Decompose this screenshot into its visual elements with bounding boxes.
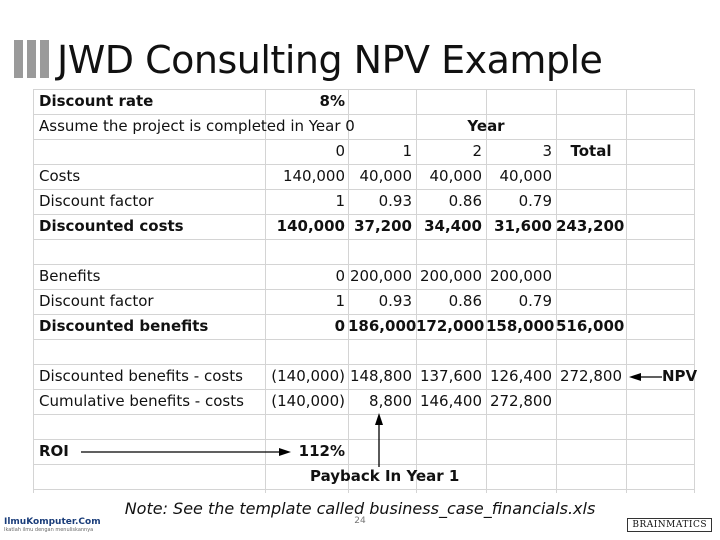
net-year-1: 148,800 bbox=[349, 367, 412, 385]
cost-factor-year-2: 0.86 bbox=[448, 192, 482, 210]
roi-arrow bbox=[81, 448, 291, 456]
discount-rate-value: 8% bbox=[319, 92, 345, 110]
ilmukomputer-logo-text: IlmuKomputer.Com bbox=[4, 517, 101, 527]
costs-label: Costs bbox=[39, 167, 81, 185]
benefit-factor-year-2: 0.86 bbox=[448, 292, 482, 310]
payback-arrow bbox=[375, 413, 383, 467]
discounted-costs-year-1: 37,200 bbox=[354, 217, 412, 235]
total-header: Total bbox=[570, 142, 612, 160]
brainmatics-logo: BRAINMATICS bbox=[627, 518, 712, 532]
net-year-2: 137,600 bbox=[419, 367, 482, 385]
year-0-header: 0 bbox=[335, 142, 345, 160]
page-title: JWD Consulting NPV Example bbox=[57, 38, 603, 82]
roi-label: ROI bbox=[39, 442, 69, 460]
benefit-factor-year-1: 0.93 bbox=[378, 292, 412, 310]
payback-label: Payback In Year 1 bbox=[310, 467, 460, 485]
net-total: 272,800 bbox=[559, 367, 622, 385]
roi-value: 112% bbox=[298, 442, 345, 460]
discounted-benefits-total: 516,000 bbox=[556, 317, 625, 335]
discounted-benefits-label: Discounted benefits bbox=[39, 317, 209, 335]
cost-factor-year-0: 1 bbox=[335, 192, 345, 210]
benefits-year-1: 200,000 bbox=[349, 267, 412, 285]
benefit-factor-year-3: 0.79 bbox=[518, 292, 552, 310]
discounted-benefits-year-0: 0 bbox=[334, 317, 345, 335]
discounted-costs-label: Discounted costs bbox=[39, 217, 184, 235]
cumulative-year-3: 272,800 bbox=[489, 392, 552, 410]
cumulative-year-1: 8,800 bbox=[369, 392, 412, 410]
annotation-arrows bbox=[33, 89, 698, 493]
benefits-label: Benefits bbox=[39, 267, 101, 285]
discounted-benefits-year-3: 158,000 bbox=[486, 317, 555, 335]
costs-year-1: 40,000 bbox=[359, 167, 412, 185]
title-decoration-bar bbox=[14, 40, 23, 78]
npv-spreadsheet bbox=[33, 89, 698, 493]
discounted-benefits-year-1: 186,000 bbox=[348, 317, 417, 335]
net-benefits-label: Discounted benefits - costs bbox=[39, 367, 243, 385]
npv-arrow bbox=[629, 373, 662, 381]
discounted-costs-total: 243,200 bbox=[556, 217, 625, 235]
benefit-discount-factor-label: Discount factor bbox=[39, 292, 154, 310]
costs-year-3: 40,000 bbox=[499, 167, 552, 185]
page-number: 24 bbox=[354, 516, 366, 526]
discount-rate-label: Discount rate bbox=[39, 92, 154, 110]
template-note: Note: See the template called business_case_financials.xls bbox=[124, 499, 596, 518]
cost-factor-year-3: 0.79 bbox=[518, 192, 552, 210]
cumulative-year-0: (140,000) bbox=[271, 392, 345, 410]
year-header: Year bbox=[467, 117, 505, 135]
title-decoration-bar bbox=[27, 40, 36, 78]
benefits-year-0: 0 bbox=[335, 267, 345, 285]
cost-factor-year-1: 0.93 bbox=[378, 192, 412, 210]
discounted-costs-year-3: 31,600 bbox=[494, 217, 552, 235]
title-decoration-bar bbox=[40, 40, 49, 78]
year-2-header: 2 bbox=[472, 142, 482, 160]
costs-year-0: 140,000 bbox=[282, 167, 345, 185]
year-1-header: 1 bbox=[402, 142, 412, 160]
assumption-text: Assume the project is completed in Year 0 bbox=[39, 117, 355, 135]
benefit-factor-year-0: 1 bbox=[335, 292, 345, 310]
cumulative-label: Cumulative benefits - costs bbox=[39, 392, 244, 410]
costs-year-2: 40,000 bbox=[429, 167, 482, 185]
cumulative-year-2: 146,400 bbox=[419, 392, 482, 410]
benefits-year-3: 200,000 bbox=[489, 267, 552, 285]
discounted-costs-year-0: 140,000 bbox=[276, 217, 345, 235]
year-3-header: 3 bbox=[542, 142, 552, 160]
cost-discount-factor-label: Discount factor bbox=[39, 192, 154, 210]
benefits-year-2: 200,000 bbox=[419, 267, 482, 285]
npv-label: NPV bbox=[662, 367, 698, 385]
ilmukomputer-logo bbox=[4, 517, 101, 533]
net-year-0: (140,000) bbox=[271, 367, 345, 385]
ilmukomputer-logo-tagline: Ikatlah ilmu dengan menuliskannya bbox=[4, 527, 94, 533]
net-year-3: 126,400 bbox=[489, 367, 552, 385]
discounted-costs-year-2: 34,400 bbox=[424, 217, 482, 235]
discounted-benefits-year-2: 172,000 bbox=[416, 317, 485, 335]
